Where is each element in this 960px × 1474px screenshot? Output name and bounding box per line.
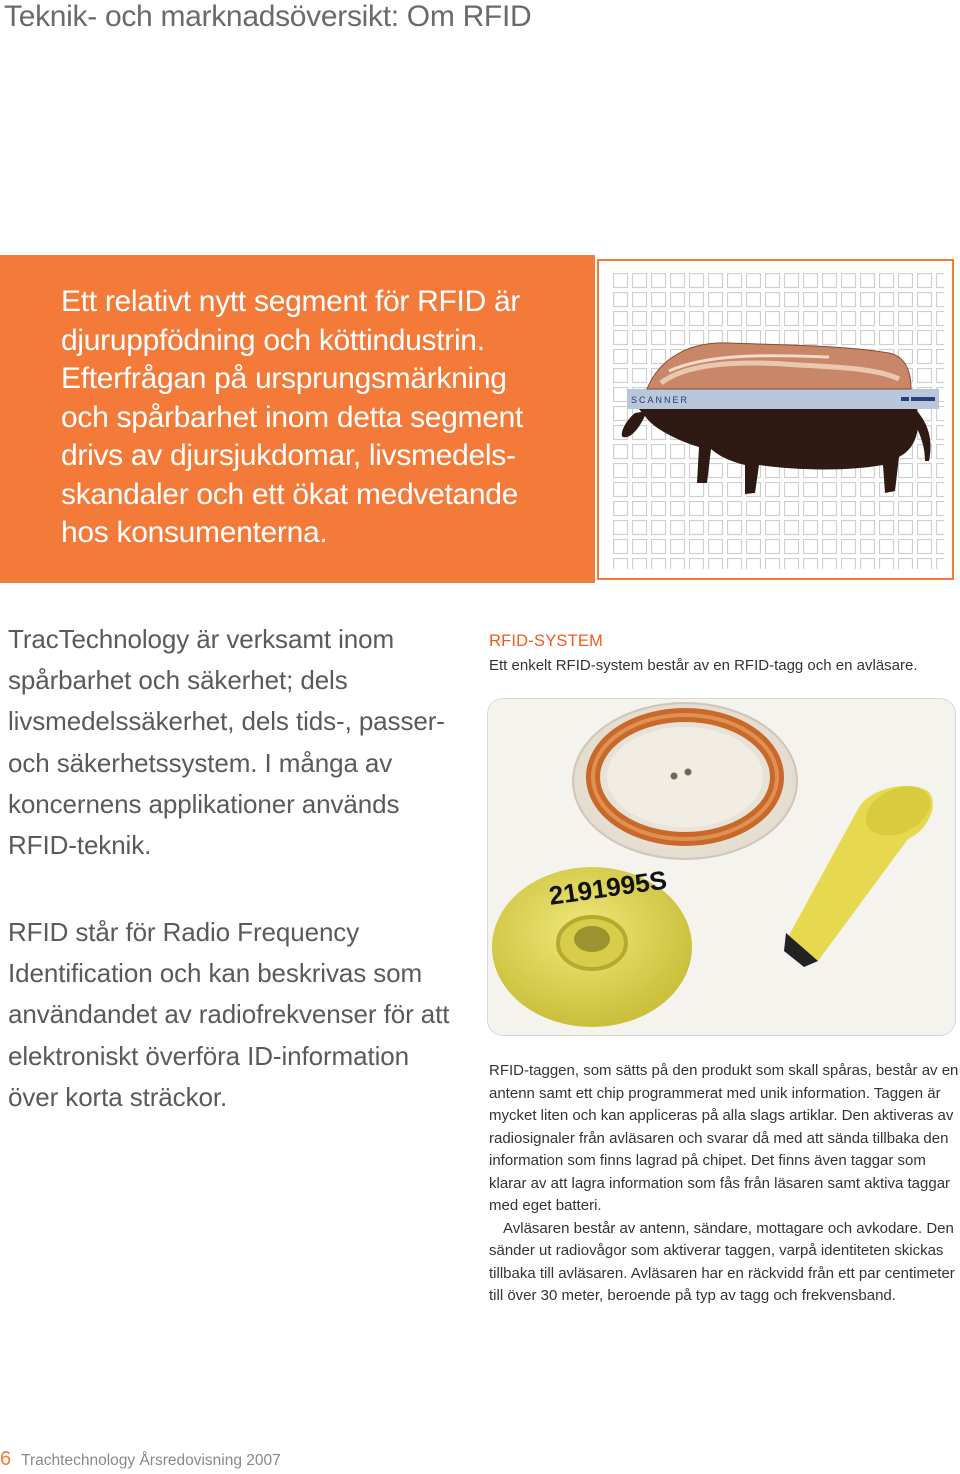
lead-line: RFID står för Radio Frequency xyxy=(8,917,360,947)
orange-line: djuruppfödning och köttindustrin. xyxy=(61,323,485,357)
orange-line: skandaler och ett ökat medvetande xyxy=(61,477,519,511)
orange-line: och spårbarhet inom detta segment xyxy=(61,400,524,434)
rfid-tag-paragraph: RFID-taggen, som sätts på den produkt som skall spåras, består av en antenn samt ett chip programmerat med unik information. Taggen är mycket liten och kan appliceras på alla slags artiklar. Den aktiveras av radiosignaler från avläsaren och svarar då med att sända tillbaka den information som finns lagrad på chipet. Det finns även taggar som klarar av att lagra information som fås från läsaren samt aktiva taggar med eget batteri. xyxy=(489,1062,959,1214)
rfid-body-text xyxy=(489,1060,959,1308)
lead-line: Identification och kan beskrivas som xyxy=(8,958,423,989)
page-footer xyxy=(0,1448,281,1471)
lead-line: livsmedelssäkerhet, dels tids-, passer- xyxy=(8,706,445,737)
tag-number-label: 2191995S xyxy=(547,864,669,911)
page-number: 6 xyxy=(0,1448,12,1470)
lead-line: över korta sträckor. xyxy=(8,1081,228,1112)
page-title: Teknik- och marknadsöversikt: Om RFID xyxy=(4,0,532,33)
cow-scanner-illustration xyxy=(599,261,952,578)
orange-line: Efterfrågan på ursprungsmärkning xyxy=(61,362,507,395)
rfid-tag-photo xyxy=(487,698,956,1036)
cow-scanner-image xyxy=(597,259,954,580)
lead-paragraph-tractechnology xyxy=(8,619,478,866)
lead-line: och säkerhetssystem. I många av xyxy=(8,747,393,778)
footer-text: Trachtechnology Årsredovisning 2007 xyxy=(21,1452,281,1469)
orange-line: hos konsumenterna. xyxy=(61,516,328,549)
orange-line: Ett relativt nytt segment för RFID är xyxy=(61,285,521,318)
scanner-label: SCANNER xyxy=(631,395,690,405)
lead-line: koncernens applikationer används xyxy=(8,788,400,819)
lead-line: RFID-teknik. xyxy=(8,830,152,861)
rfid-system-heading: RFID-SYSTEM xyxy=(489,632,604,650)
lead-line: användandet av radiofrekvenser för att xyxy=(8,999,450,1030)
lead-line: TracTechnology är verksamt inom xyxy=(8,624,395,654)
orange-highlight-text xyxy=(61,283,581,553)
rfid-tag-illustration xyxy=(488,699,955,1035)
lead-line: spårbarhet och säkerhet; dels xyxy=(8,665,348,696)
lead-paragraph-rfid-definition xyxy=(8,912,478,1118)
rfid-system-subheading: Ett enkelt RFID-system består av en RFID-tagg och en avläsare. xyxy=(489,657,918,674)
orange-line: drivs av djursjukdomar, livsmedels- xyxy=(61,439,516,472)
lead-line: elektroniskt överföra ID-information xyxy=(8,1040,409,1071)
rfid-reader-paragraph: Avläsaren består av antenn, sändare, mottagare och avkodare. Den sänder ut radiovågor som aktiverar taggen, varpå identiteten skickas tillbaka till avläsaren. Avläsaren har en räckvidd från ett par centimeter till över 30 meter, beroende på typ av tagg och frekvensband. xyxy=(489,1219,955,1304)
